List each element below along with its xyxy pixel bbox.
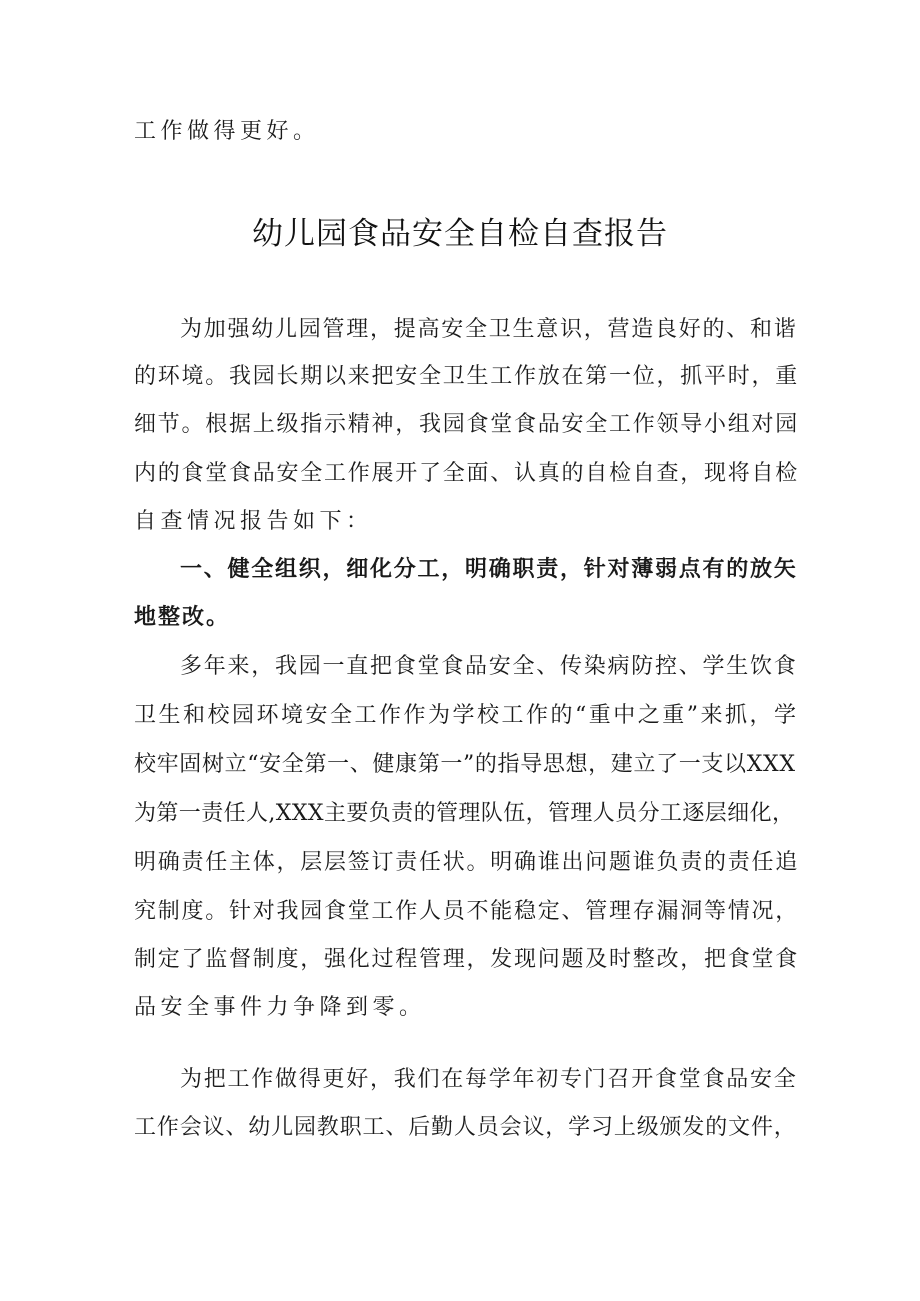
paragraph-line: 明确责任主体，层层签订责任状。明确谁出问题谁负责的责任追 <box>134 850 800 875</box>
paragraph-line: 细节。根据上级指示精神，我园食堂食品安全工作领导小组对园 <box>134 412 800 437</box>
paragraph-line: 的环境。我园长期以来把安全卫生工作放在第一位，抓平时，重 <box>134 364 800 389</box>
paragraph-line: 工作会议、幼儿园教职工、后勤人员会议，学习上级颁发的文件， <box>134 1115 797 1140</box>
heading-line: 地整改。 <box>134 605 231 630</box>
paragraph-line: 多年来，我园一直把食堂食品安全、传染病防控、学生饮食 <box>180 654 798 679</box>
paragraph-line: 卫生和校园环境安全工作作为学校工作的“重中之重”来抓，学 <box>134 703 799 728</box>
carryover-line: 工作做得更好。 <box>134 119 320 144</box>
paragraph-line: 为把工作做得更好，我们在每学年初专门召开食堂食品安全 <box>180 1067 798 1092</box>
document-title: 幼儿园食品安全自检自查报告 <box>252 216 668 252</box>
paragraph-line: 为第一责任人,XXX主要负责的管理队伍，管理人员分工逐层细化， <box>134 801 795 826</box>
paragraph-line: 自查情况报告如下： <box>134 509 373 534</box>
paragraph-line: 为加强幼儿园管理，提高安全卫生意识，营造良好的、和谐 <box>180 317 798 342</box>
heading-line: 一、健全组织，细化分工，明确职责，针对薄弱点有的放矢 <box>180 557 798 582</box>
paragraph-line: 品安全事件力争降到零。 <box>134 995 426 1020</box>
paragraph-line: 内的食堂食品安全工作展开了全面、认真的自检自查，现将自检 <box>134 461 800 486</box>
paragraph-line: 制定了监督制度，强化过程管理，发现问题及时整改，把食堂食 <box>134 947 800 972</box>
paragraph-line: 究制度。针对我园食堂工作人员不能稳定、管理存漏洞等情况， <box>134 899 800 924</box>
paragraph-line: 校牢固树立“安全第一、健康第一”的指导思想，建立了一支以XXX <box>134 752 796 777</box>
